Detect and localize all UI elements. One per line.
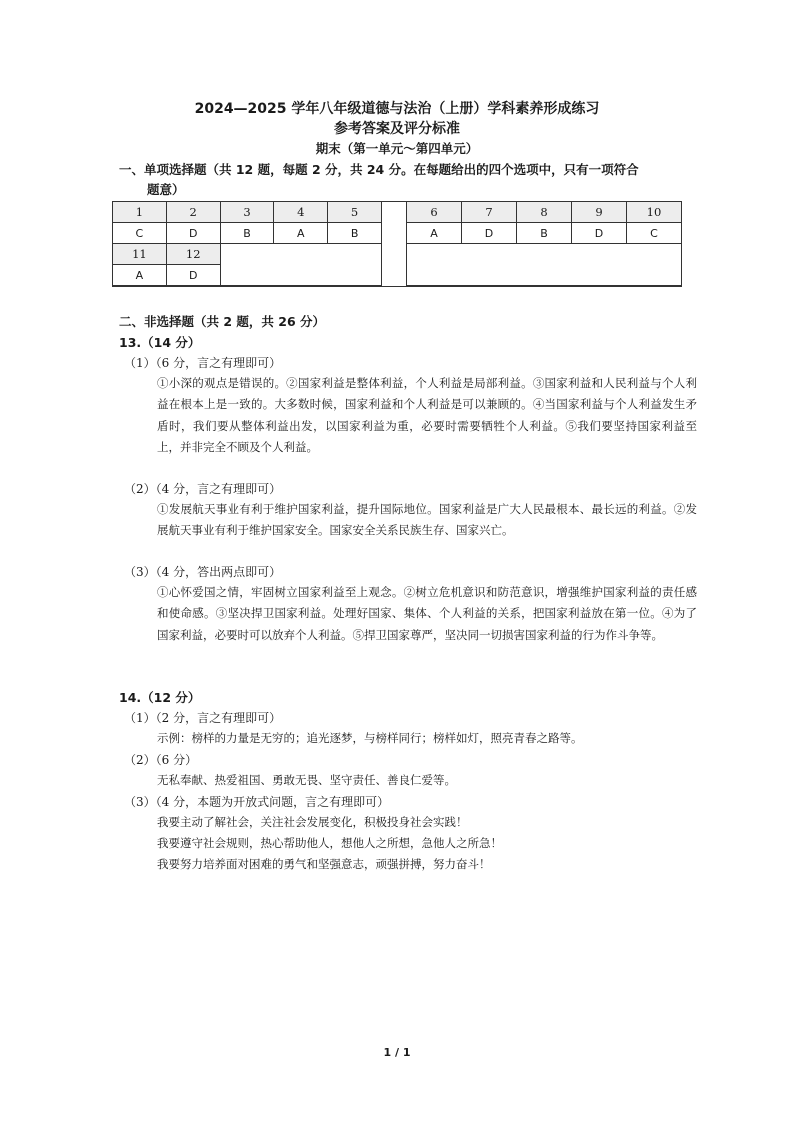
table-row <box>113 223 382 244</box>
question-number: 1 <box>113 202 167 223</box>
answer-cell: D <box>462 223 517 244</box>
q13-part1-label: （1）（6 分，言之有理即可） <box>124 356 282 370</box>
answer-table-left <box>112 201 382 286</box>
exam-scope: 期末（第一单元～第四单元） <box>315 141 479 156</box>
answer-table-right <box>406 201 682 286</box>
q13-part2-label: （2）（4 分，言之有理即可） <box>124 482 282 496</box>
question-number: 9 <box>572 202 627 223</box>
question-number: 12 <box>166 244 220 265</box>
q13-label: 13.（14 分） <box>119 335 201 350</box>
q14-label: 14.（12 分） <box>119 690 201 705</box>
answer-cell: B <box>220 223 274 244</box>
answer-cell: B <box>328 223 382 244</box>
answer-cell: A <box>407 223 462 244</box>
q14-part1-answer: 示例：榜样的力量是无穷的；追光逐梦，与榜样同行；榜样如灯，照亮青春之路等。 <box>157 731 583 745</box>
section1-heading-line2: 题意） <box>147 182 185 197</box>
document-subtitle: 参考答案及评分标准 <box>334 121 460 137</box>
empty-cell <box>407 244 682 286</box>
q14-part2-label: （2）（6 分） <box>124 753 198 767</box>
q14-part3-label: （3）（4 分，本题为开放式问题，言之有理即可） <box>124 795 390 809</box>
question-number: 2 <box>166 202 220 223</box>
answer-cell: D <box>166 223 220 244</box>
question-number: 10 <box>627 202 682 223</box>
section2-heading: 二、非选择题（共 2 题，共 26 分） <box>119 314 326 329</box>
q14-part3-line: 我要遵守社会规则，热心帮助他人，想他人之所想，急他人之所急！ <box>157 836 502 850</box>
section1-heading <box>119 160 689 200</box>
question-number: 5 <box>328 202 382 223</box>
question-number: 6 <box>407 202 462 223</box>
q13-part3-label: （3）（4 分，答出两点即可） <box>124 565 282 579</box>
answer-cell: C <box>627 223 682 244</box>
answer-cell: C <box>113 223 167 244</box>
answer-cell: D <box>572 223 627 244</box>
question-number: 8 <box>517 202 572 223</box>
section1-heading-line1: 一、单项选择题（共 12 题，每题 2 分，共 24 分。在每题给出的四个选项中，只有一项符合 <box>119 162 639 177</box>
answer-cell: D <box>166 265 220 286</box>
answer-cell: A <box>113 265 167 286</box>
q14-part3-line: 我要努力培养面对困难的勇气和坚强意志，顽强拼搏，努力奋斗！ <box>157 857 491 871</box>
question-number: 7 <box>462 202 517 223</box>
document-title: 2024—2025 学年八年级道德与法治（上册）学科素养形成练习 <box>194 101 600 117</box>
q13-part3-answer: ①心怀爱国之情，牢固树立国家利益至上观念。②树立危机意识和防范意识，增强维护国家利益的责任感和使命感。③坚决捍卫国家利益。处理好国家、集体、个人利益的关系，把国家利益放在第一位。④为了国家利益，必要时可以放弃个人利益。⑤捍卫国家尊严，坚决同一切损害国家利益的行为作斗争等。 <box>157 585 697 642</box>
question-number: 3 <box>220 202 274 223</box>
table-row <box>113 244 382 265</box>
page-number: 1 / 1 <box>383 1046 411 1059</box>
question-number: 11 <box>113 244 167 265</box>
table-row <box>113 202 382 223</box>
q13-part2-answer: ①发展航天事业有利于维护国家利益，提升国际地位。国家利益是广大人民最根本、最长远的利益。②发展航天事业有利于维护国家安全。国家安全关系民族生存、国家兴亡。 <box>157 502 697 538</box>
table-row <box>407 202 682 223</box>
answer-cell: A <box>274 223 328 244</box>
table-row <box>407 223 682 244</box>
q13-part1-answer: ①小深的观点是错误的。②国家利益是整体利益，个人利益是局部利益。③国家利益和人民利益与个人利益在根本上是一致的。大多数时候，国家利益和个人利益是可以兼顾的。④当国家利益与个人利益发生矛盾时，我们要从整体利益出发，以国家利益为重，必要时需要牺牲个人利益。⑤我们要坚持国家利益至上，并非完全不顾及个人利益。 <box>157 376 697 454</box>
q14-part2-answer: 无私奉献、热爱祖国、勇敢无畏、坚守责任、善良仁爱等。 <box>157 773 456 787</box>
q14-part1-label: （1）（2 分，言之有理即可） <box>124 711 282 725</box>
question-number: 4 <box>274 202 328 223</box>
table-row <box>407 244 682 286</box>
answer-cell: B <box>517 223 572 244</box>
empty-cell <box>220 244 381 286</box>
q14-part3-line: 我要主动了解社会，关注社会发展变化，积极投身社会实践！ <box>157 815 468 829</box>
